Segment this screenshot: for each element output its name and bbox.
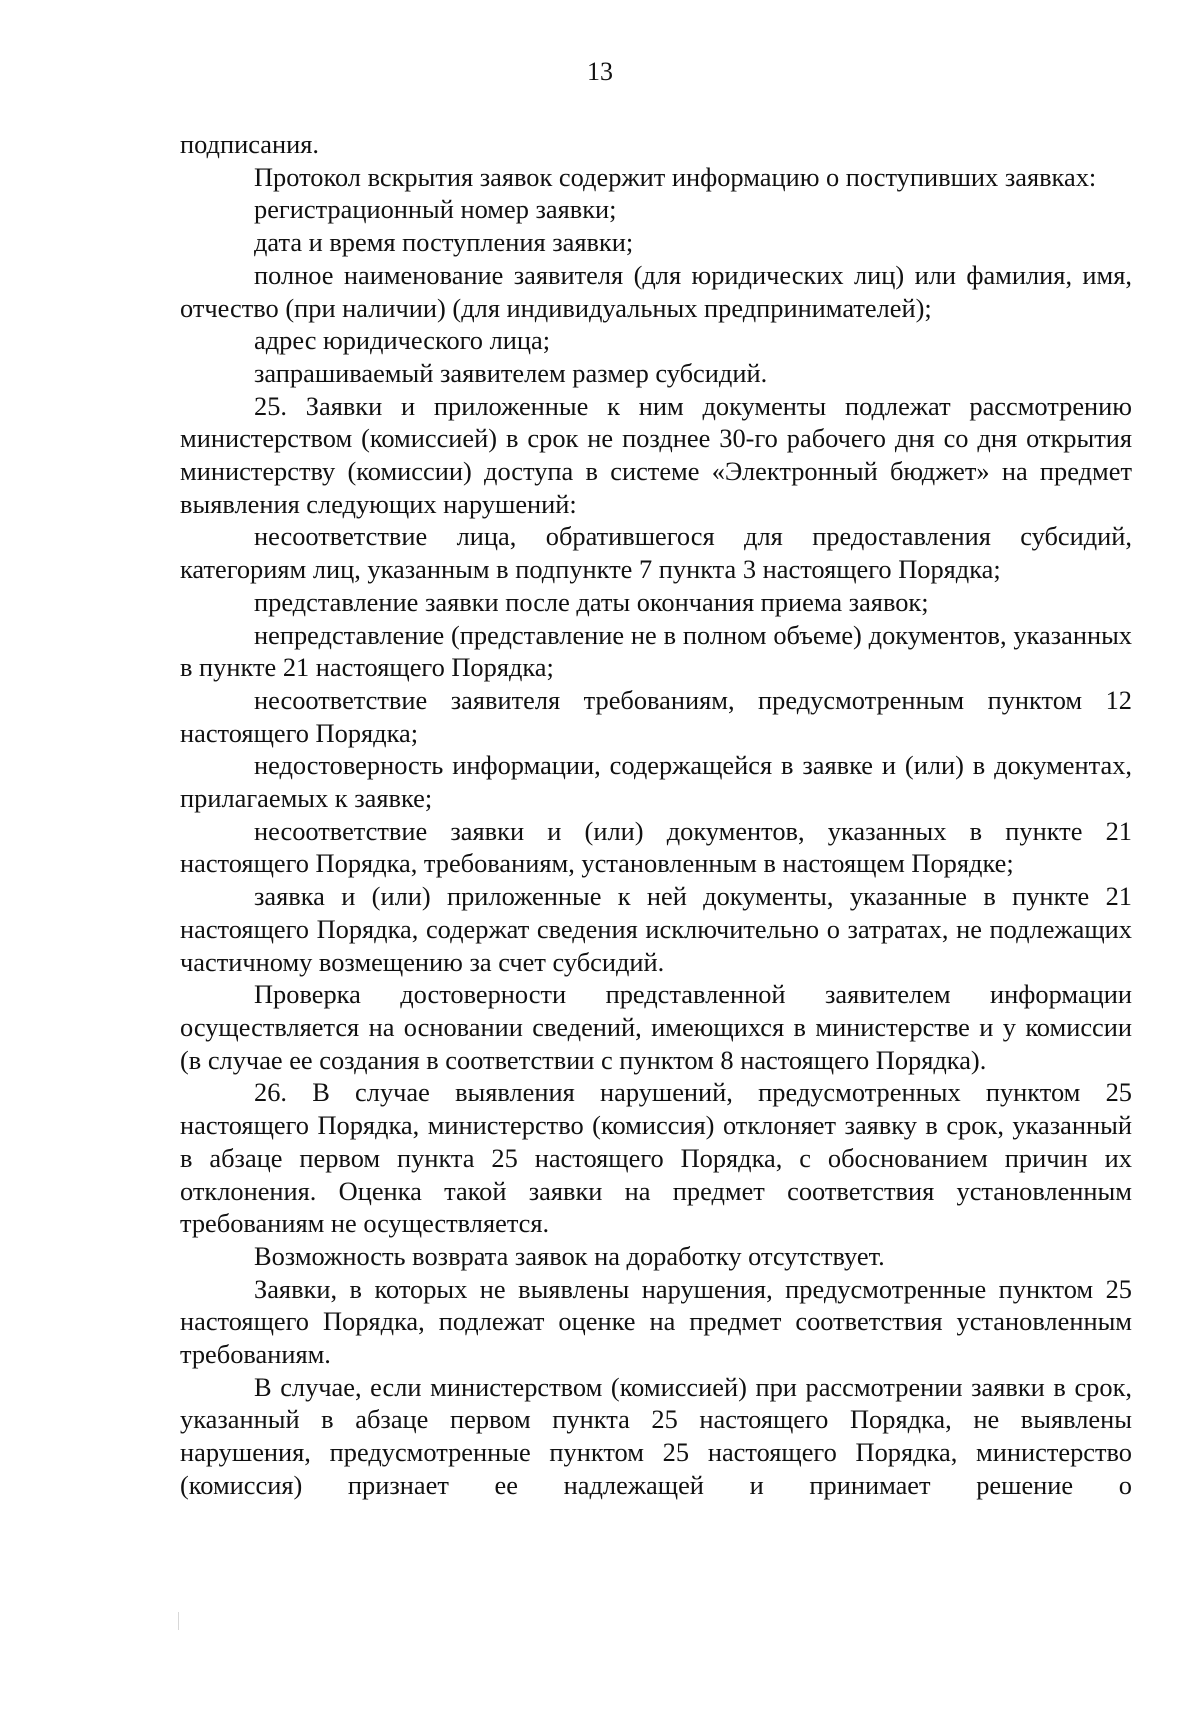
paragraph: Проверка достоверности представленной заявителем информации осуществляется на основании сведений, имеющихся в министерстве и у комиссии (в случае ее создания в соответствии с пунктом 8 настоящего Порядка). — [180, 979, 1132, 1075]
paragraph: подписания. — [180, 129, 319, 159]
list-item: несоответствие заявителя требованиям, предусмотренным пунктом 12 настоящего Порядка; — [180, 684, 1132, 748]
document-body — [180, 128, 1132, 1502]
clause-25: 25. Заявки и приложенные к ним документы подлежат рассмотрению министерством (комиссией) в срок не позднее 30-го рабочего дня со дня открытия министерству (комиссии) доступа в системе «Электронный бюджет» на предмет выявления следующих нарушений: — [180, 390, 1132, 519]
page-number: 13 — [587, 57, 613, 86]
list-item: представление заявки после даты окончания приема заявок; — [254, 586, 929, 617]
paragraph: Возможность возврата заявок на доработку отсутствует. — [254, 1240, 885, 1271]
list-item: адрес юридического лица; — [254, 325, 551, 356]
list-item: несоответствие заявки и (или) документов, указанных в пункте 21 настоящего Порядка, требованиям, установленным в настоящем Порядке; — [180, 815, 1132, 879]
clause-26: 26. В случае выявления нарушений, предусмотренных пунктом 25 настоящего Порядка, министерство (комиссия) отклоняет заявку в срок, указанный в абзаце первом пункта 25 настоящего Порядка, с обоснованием причин их отклонения. Оценка такой заявки на предмет соответствия установленным требованиям не осуществляется. — [180, 1077, 1132, 1239]
list-item: недостоверность информации, содержащейся в заявке и (или) в документах, прилагаемых к заявке; — [180, 750, 1132, 814]
list-item: полное наименование заявителя (для юридических лиц) или фамилия, имя, отчество (при наличии) (для индивидуальных предпринимателей); — [180, 259, 1132, 323]
list-item: непредставление (представление не в полном объеме) документов, указанных в пункте 21 настоящего Порядка; — [180, 619, 1132, 683]
paragraph: Протокол вскрытия заявок содержит информацию о поступивших заявках: — [254, 161, 1097, 192]
list-item: несоответствие лица, обратившегося для предоставления субсидий, категориям лиц, указанным в подпункте 7 пункта 3 настоящего Порядка; — [180, 521, 1132, 585]
paragraph: В случае, если министерством (комиссией) при рассмотрении заявки в срок, указанный в абзаце первом пункта 25 настоящего Порядка, не выявлены нарушения, предусмотренные пунктом 25 настоящего Порядка, министерство (комиссия) признает ее надлежащей и принимает решение о — [180, 1371, 1132, 1500]
paragraph: Заявки, в которых не выявлены нарушения, предусмотренные пунктом 25 настоящего Порядка, подлежат оценке на предмет соответствия установленным требованиям. — [180, 1273, 1132, 1370]
list-item: запрашиваемый заявителем размер субсидий. — [254, 357, 768, 388]
list-item: регистрационный номер заявки; — [254, 194, 617, 225]
list-item: заявка и (или) приложенные к ней документы, указанные в пункте 21 настоящего Порядка, содержат сведения исключительно о затратах, не подлежащих частичному возмещению за счет субсидий. — [180, 881, 1132, 977]
list-item: дата и время поступления заявки; — [254, 227, 634, 258]
scan-artifact — [178, 1612, 179, 1630]
